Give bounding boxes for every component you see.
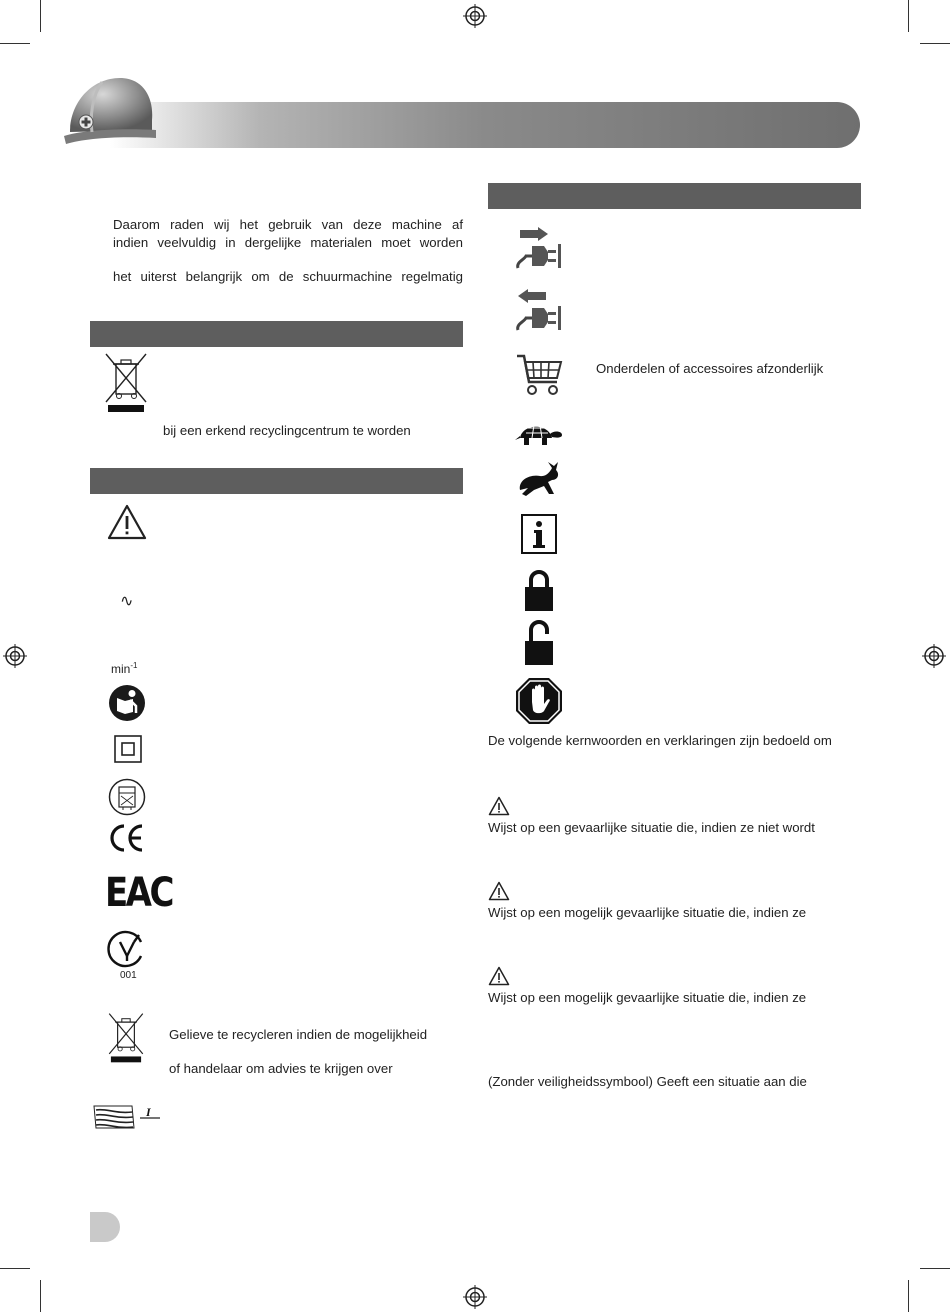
intro-line: het uiterst belangrijk om de schuurmachine regelmatig — [113, 269, 463, 284]
crop-mark — [40, 0, 41, 32]
crossed-bin-icon — [104, 352, 148, 414]
warning-triangle-icon — [106, 503, 148, 541]
intro-line: Daarom raden wij het gebruik van deze machine af — [113, 217, 463, 232]
recycle-instruction-line: of handelaar om advies te krijgen over — [169, 1061, 393, 1076]
parts-text: Onderdelen of accessoires afzonderlijk — [596, 361, 824, 376]
safety-helmet-icon — [62, 72, 158, 152]
registration-mark-icon — [922, 644, 946, 668]
lock-open-icon — [524, 620, 554, 666]
registration-mark-icon — [3, 644, 27, 668]
section-bar — [488, 183, 861, 209]
notice-text: (Zonder veiligheidssymbool) Geeft een situatie aan die — [488, 1074, 807, 1089]
shopping-cart-icon — [515, 352, 563, 398]
caution-triangle-icon — [488, 966, 510, 986]
danger-triangle-icon — [488, 796, 510, 816]
crop-mark — [40, 1280, 41, 1312]
eac-mark-icon: EAC — [105, 870, 172, 916]
recycling-text: bij een erkend recyclingcentrum te worden — [163, 423, 411, 438]
crossed-bin-icon — [106, 1012, 146, 1064]
turtle-slow-icon — [514, 420, 564, 448]
ua-conformity-icon — [108, 929, 146, 967]
plug-disconnect-icon — [514, 288, 564, 336]
info-icon — [521, 514, 557, 554]
header-banner — [110, 102, 860, 148]
keywords-intro: De volgende kernwoorden en verklaringen zijn bedoeld om — [488, 733, 832, 748]
registration-mark-icon — [463, 4, 487, 28]
page-number-tab — [90, 1212, 120, 1242]
registration-mark-icon — [463, 1285, 487, 1309]
rpm-label: $\min^{-1}$ — [111, 661, 138, 676]
recycling-symbol-icon — [108, 778, 146, 816]
crop-mark — [0, 43, 30, 44]
read-manual-icon — [108, 684, 146, 722]
warning-small-triangle-icon — [488, 881, 510, 901]
crop-mark — [908, 1280, 909, 1312]
rabbit-fast-icon — [516, 460, 562, 498]
danger-text: Wijst op een gevaarlijke situatie die, indien ze niet wordt — [488, 820, 815, 835]
stop-hand-icon — [514, 676, 564, 726]
intro-line: indien veelvuldig in dergelijke materialen moet worden — [113, 235, 463, 250]
recycle-instruction-line: Gelieve te recycleren indien de mogelijkheid — [169, 1027, 428, 1042]
crop-mark — [920, 43, 950, 44]
wood-grain-icon — [92, 1104, 136, 1130]
ua-code: 001 — [120, 970, 137, 981]
warning-text: Wijst op een mogelijk gevaarlijke situatie die, indien ze — [488, 905, 807, 920]
svg-text:I: I — [146, 1105, 151, 1119]
section-bar — [90, 321, 463, 347]
double-insulation-icon — [114, 735, 142, 763]
crop-mark — [908, 0, 909, 32]
plug-connect-icon — [514, 226, 564, 274]
caution-text: Wijst op een mogelijk gevaarlijke situatie die, indien ze — [488, 990, 807, 1005]
lock-closed-icon — [524, 568, 554, 612]
crop-mark — [0, 1268, 30, 1269]
alternating-current-icon: ∿ — [120, 593, 134, 610]
info-small-icon — [140, 1104, 160, 1120]
ce-mark-icon — [108, 823, 146, 853]
section-bar — [90, 468, 463, 494]
crop-mark — [920, 1268, 950, 1269]
